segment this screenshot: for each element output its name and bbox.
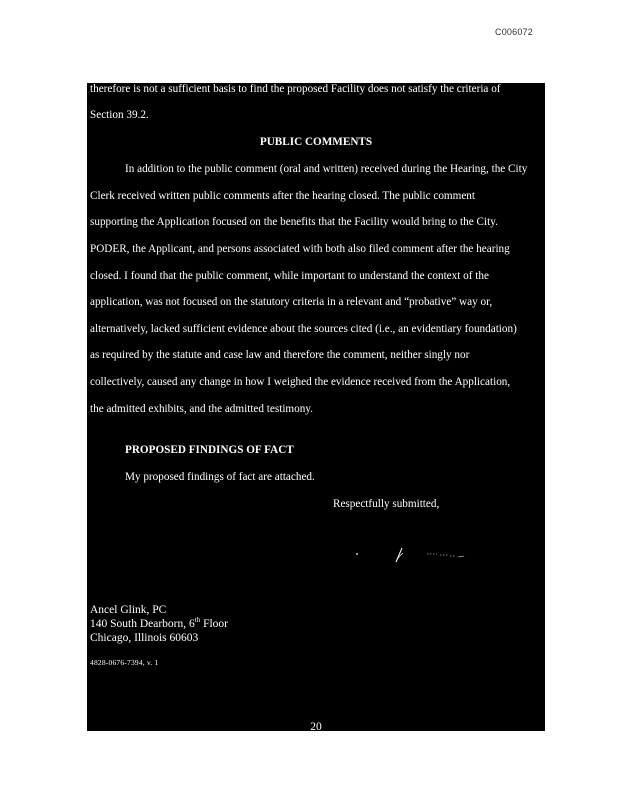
body-line: as required by the statute and case law and therefore the comment, neither singly nor: [90, 349, 470, 361]
document-id: 4828-0676-7394, v. 1: [90, 658, 159, 667]
body-line: closed. I found that the public comment, while important to understand the context of the: [90, 270, 489, 282]
body-line: therefore is not a sufficient basis to find the proposed Facility does not satisfy the criteria of: [90, 83, 501, 95]
body-line: the admitted exhibits, and the admitted testimony.: [90, 403, 313, 415]
firm-city: Chicago, Illinois 60603: [90, 632, 199, 644]
body-line: supporting the Application focused on the benefits that the Facility would bring to the City.: [90, 216, 498, 228]
body-line: In addition to the public comment (oral and written) received during the Hearing, the City: [125, 163, 528, 175]
document-page: [87, 83, 545, 731]
body-line: Clerk received written public comments after the hearing closed. The public comment: [90, 190, 476, 202]
findings-line: My proposed findings of fact are attached.: [125, 471, 315, 483]
body-line: Section 39.2.: [90, 109, 149, 121]
closing-text: Respectfully submitted,: [333, 498, 440, 510]
findings-heading: PROPOSED FINDINGS OF FACT: [125, 444, 294, 456]
public-comments-heading: PUBLIC COMMENTS: [259, 136, 373, 148]
body-line: collectively, caused any change in how I weighed the evidence received from the Application,: [90, 376, 511, 388]
firm-name: Ancel Glink, PC: [90, 604, 167, 616]
body-line: application, was not focused on the statutory criteria in a relevant and “probative” way or,: [90, 296, 493, 308]
firm-street: 140 South Dearborn, 6th Floor: [90, 616, 229, 630]
body-line: PODER, the Applicant, and persons associated with both also filed comment after the hearing: [90, 243, 510, 255]
body-line: alternatively, lacked sufficient evidence about the sources cited (i.e., an evidentiary foundation): [90, 323, 517, 335]
bates-number: C006072: [495, 27, 533, 37]
signature-mark: [332, 538, 472, 568]
page-number: 20: [310, 721, 322, 733]
